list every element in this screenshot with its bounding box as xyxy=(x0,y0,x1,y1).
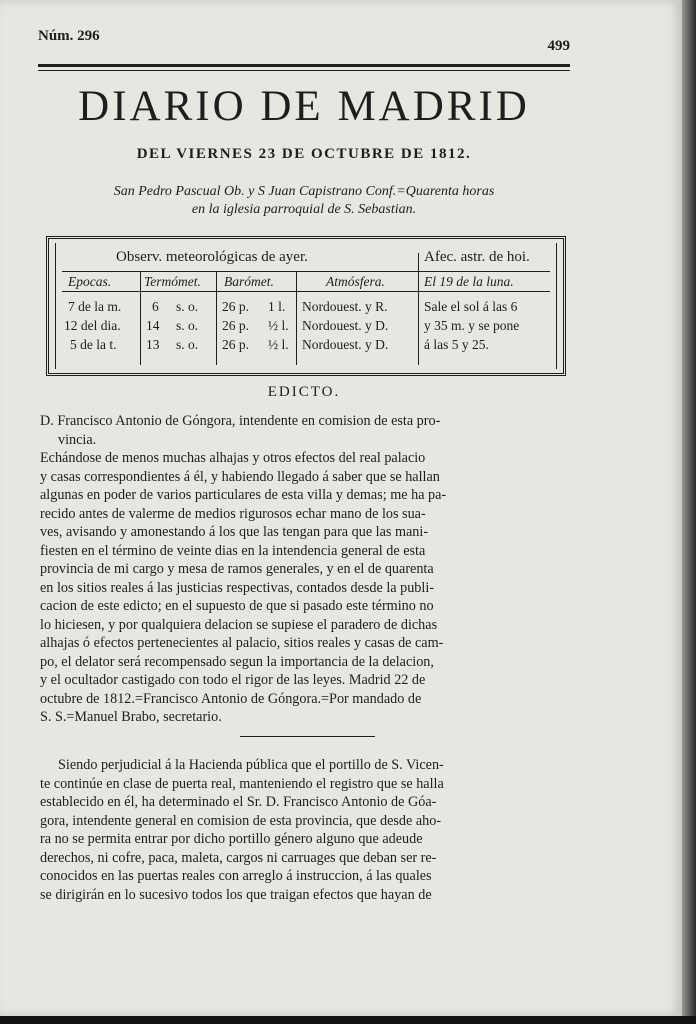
text-line: gora, intendente general en comision de esta provincia, que desde aho- xyxy=(40,812,442,829)
section-separator xyxy=(240,736,375,737)
row-barometro-lineas: ½ l. xyxy=(268,318,289,333)
column-divider xyxy=(296,271,297,365)
row-atmosfera: Nordouest. y D. xyxy=(302,318,389,333)
text-line: derechos, ni cofre, paca, maleta, cargos ni carruages que deban ser re- xyxy=(40,849,437,866)
row-atmosfera: Nordouest. y D. xyxy=(302,337,389,352)
text-line: alhajas ó efectos pertenecientes al palacio, sitios reales y casas de cam- xyxy=(40,635,444,651)
edicto-heading: EDICTO. xyxy=(267,384,341,400)
saints-of-the-day xyxy=(38,183,570,219)
col-header-barometro: Barómet. xyxy=(224,274,274,289)
text-line: S. S.=Manuel Brabo, secretario. xyxy=(40,709,222,725)
weather-observations-table xyxy=(46,236,566,376)
row-termometro: 14 xyxy=(146,318,160,333)
row-termometro: 13 xyxy=(146,337,160,352)
text-line: octubre de 1812.=Francisco Antonio de Góngora.=Por mandado de xyxy=(40,690,422,707)
text-line: D. Francisco Antonio de Góngora, intendente en comision de esta pro- xyxy=(40,413,441,429)
header-rule-thick xyxy=(38,64,570,67)
astro-line: y 35 m. y se pone xyxy=(424,318,520,333)
obs-heading: Observ. meteorológicas de ayer. xyxy=(116,249,308,265)
text-line: Echándose de menos muchas alhajas y otros efectos del real palacio xyxy=(40,450,426,466)
text-line: y el ocultador castigado con todo el rigor de las leyes. Madrid 22 de xyxy=(40,672,426,688)
text-line: recido antes de valerme de medios rigurosos echar mano de los sua- xyxy=(40,505,426,522)
row-epoca: 7 de la m. xyxy=(68,299,122,314)
astro-line: á las 5 y 25. xyxy=(424,337,489,352)
edicto-body xyxy=(40,412,570,727)
table-divider xyxy=(62,271,550,272)
notice-body xyxy=(40,756,570,904)
row-termometro: 6 xyxy=(152,299,159,314)
col-header-luna: El 19 de la luna. xyxy=(424,274,514,289)
column-divider xyxy=(216,271,217,365)
text-line: algunas en poder de varios particulares de esta villa y demas; me ha pa- xyxy=(40,487,447,503)
row-atmosfera: Nordouest. y R. xyxy=(302,299,388,314)
saints-line-1: San Pedro Pascual Ob. y S Juan Capistrano Conf.=Quarenta horas xyxy=(113,184,495,199)
row-epoca: 5 de la t. xyxy=(70,337,117,352)
row-termometro-unit: s. o. xyxy=(176,337,199,352)
page-number: 499 xyxy=(547,38,570,54)
row-barometro-lineas: ½ l. xyxy=(268,337,289,352)
row-termometro-unit: s. o. xyxy=(176,299,199,314)
text-line: se dirigirán en lo sucesivo todos los que traigan efectos que hayan de xyxy=(40,886,432,903)
col-header-atmosfera: Atmósfera. xyxy=(326,274,385,289)
row-termometro-unit: s. o. xyxy=(176,318,199,333)
masthead-date: DEL VIERNES 23 DE OCTUBRE DE 1812. xyxy=(136,146,472,162)
text-line: Siendo perjudicial á la Hacienda pública que el portillo de S. Vicen- xyxy=(58,757,444,773)
column-divider xyxy=(140,271,141,365)
text-line: ves, avisando y amonestando á los que las tengan para que las mani- xyxy=(40,524,429,540)
page-edge-shadow xyxy=(682,0,696,1024)
text-line: provincia de mi cargo y mesa de ramos generales, y en el de quarenta xyxy=(40,561,434,577)
row-barometro-pulgadas: 26 p. xyxy=(222,318,249,333)
text-line: vincia. xyxy=(58,431,97,448)
row-epoca: 12 del dia. xyxy=(64,318,121,333)
text-line: lo hiciesen, y por qualquiera delacion se supiese el paradero de dichas xyxy=(40,616,438,633)
text-line: establecido en él, ha determinado el Sr. D. Francisco Antonio de Góa- xyxy=(40,794,437,810)
astro-line: Sale el sol á las 6 xyxy=(424,299,518,314)
header-rule-thin xyxy=(38,70,570,71)
text-line: en los sitios reales á las justicias respectivas, contados desde la publi- xyxy=(40,579,434,596)
text-line: fiesten en el término de veinte dias en la intendencia general de esta xyxy=(40,542,426,559)
text-line: ra no se permita entrar por dicho portillo género alguno que adeude xyxy=(40,831,423,847)
text-line: te continúe en clase de puerta real, manteniendo el registro que se halla xyxy=(40,775,444,792)
text-line: po, el delator será recompensado segun la importancia de la delacion, xyxy=(40,653,434,670)
col-header-epocas: Epocas. xyxy=(68,274,112,289)
masthead-title: DIARIO DE MADRID xyxy=(78,83,530,130)
text-line: cacion de este edicto; en el supuesto de que si pasado este término no xyxy=(40,598,434,614)
saints-line-2: en la iglesia parroquial de S. Sebastian. xyxy=(191,202,417,217)
table-divider xyxy=(62,291,550,292)
row-barometro-lineas: 1 l. xyxy=(268,299,286,314)
page-bottom-edge xyxy=(0,1016,696,1024)
text-line: y casas correspondientes á él, y habiendo llegado á saber que se hallan xyxy=(40,468,440,485)
column-divider xyxy=(418,253,419,365)
col-header-termometro: Termómet. xyxy=(144,274,201,289)
issue-number: Núm. 296 xyxy=(38,28,100,44)
row-barometro-pulgadas: 26 p. xyxy=(222,337,249,352)
astro-heading: Afec. astr. de hoi. xyxy=(424,249,530,265)
row-barometro-pulgadas: 26 p. xyxy=(222,299,249,314)
text-line: conocidos en las puertas reales con arreglo á instruccion, á las quales xyxy=(40,868,432,884)
